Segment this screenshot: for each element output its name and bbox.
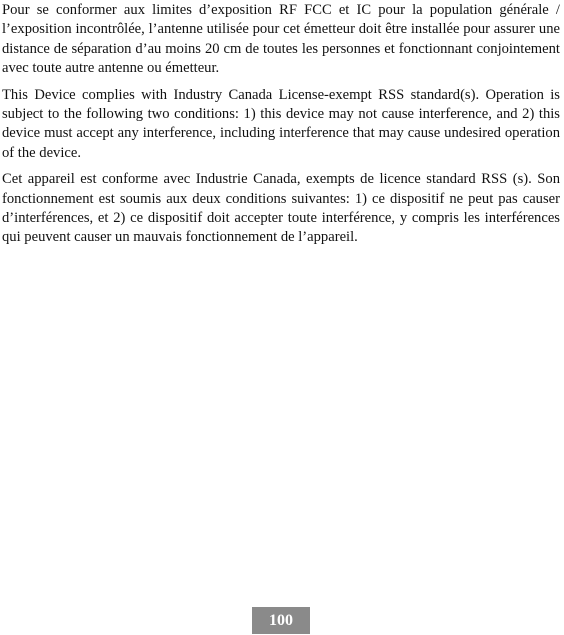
document-body [2,1,560,255]
paragraph-industry-canada-fr: Cet appareil est conforme avec Industrie Canada, exempts de licence standard RSS (s). Son fonctionnement est soumis aux deux conditions suivantes: 1) ce dispositif ne peut pas causer d’interférences, et 2) ce dispositif doit accepter toute interférence, y compris les interférences qui peuvent causer un mauvais fonctionnement de l’appareil. [2,171,560,246]
paragraph-rf-exposure-fr: Pour se conformer aux limites d’exposition RF FCC et IC pour la population générale / l’exposition incontrôlée, l’antenne utilisée pour cet émetteur doit être installée pour assurer une distance de séparation d’au moins 20 cm de toutes les personnes et fonctionnant conjointement avec toute autre antenne ou émetteur. [2,2,560,77]
page-number: 100 [252,607,310,634]
paragraph-industry-canada-en: This Device complies with Industry Canada License-exempt RSS standard(s). Operation is subject to the following two conditions: 1) this device may not cause interference, and 2) this device must accept any interference, including interference that may cause undesired operation of the device. [2,86,560,161]
